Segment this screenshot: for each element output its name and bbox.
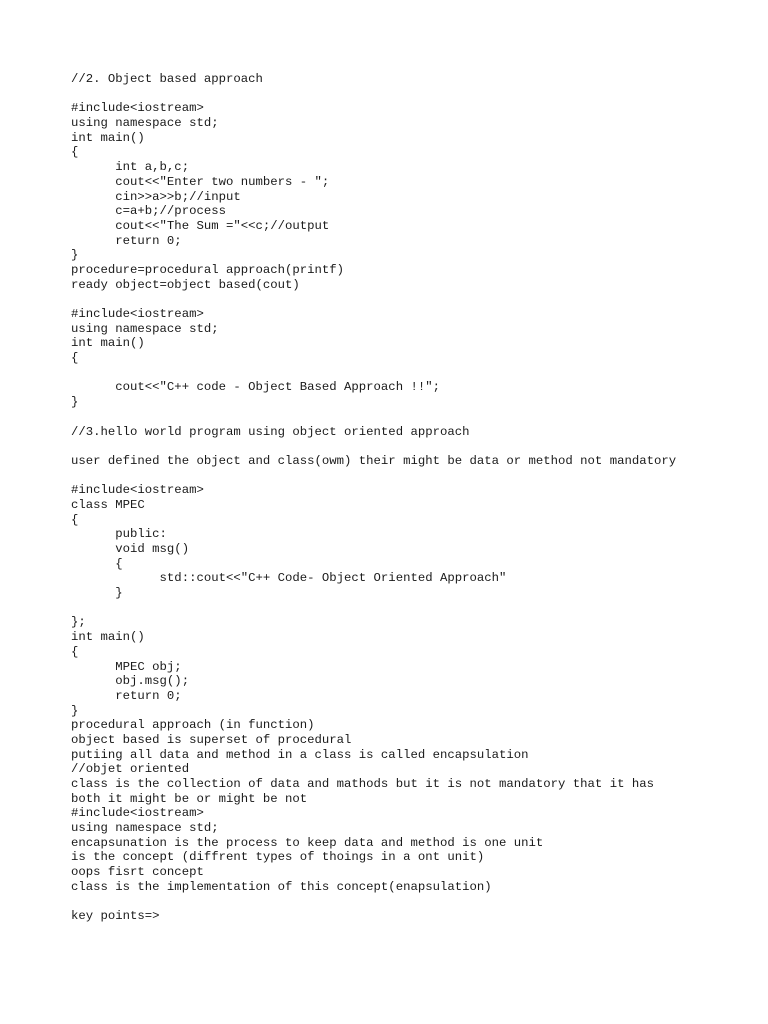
document-line — [71, 87, 751, 102]
document-line: using namespace std; — [71, 321, 219, 336]
document-line — [71, 410, 751, 425]
document-line: class MPEC — [71, 497, 145, 512]
document-line: } — [71, 586, 123, 601]
document-line: ready object=object based(cout) — [71, 277, 300, 292]
document-line: int main() — [71, 336, 145, 351]
document-line: std::cout<<"C++ Code- Object Oriented Approach" — [71, 571, 507, 586]
document-line: user defined the object and class(owm) their might be data or method not mandatory — [71, 453, 677, 468]
document-line — [71, 439, 751, 454]
document-line: #include<iostream> — [71, 101, 204, 116]
document-line: } — [71, 703, 79, 718]
document-line: is the concept (diffrent types of thoings in a ont unit) — [71, 850, 485, 865]
document-line: { — [71, 556, 123, 571]
document-line: object based is superset of procedural — [71, 732, 352, 747]
document-line: return 0; — [71, 688, 182, 703]
document-line: class is the implementation of this concept(enapsulation) — [71, 879, 492, 894]
document-line — [71, 366, 751, 381]
document-line: putiing all data and method in a class is called encapsulation — [71, 747, 529, 762]
document-line: c=a+b;//process — [71, 204, 226, 219]
document-line: obj.msg(); — [71, 674, 190, 689]
document-line: cout<<"The Sum ="<<c;//output — [71, 218, 330, 233]
document-line: int main() — [71, 630, 145, 645]
document-line: class is the collection of data and mathods but it is not mandatory that it has — [71, 777, 654, 791]
document-line — [71, 601, 751, 616]
document-line: #include<iostream> — [71, 483, 204, 498]
document-line: #include<iostream> — [71, 307, 204, 321]
document-line: using namespace std; — [71, 116, 219, 131]
document-line: oops fisrt concept — [71, 865, 204, 880]
document-line — [71, 895, 751, 910]
document-line: //3.hello world program using object oriented approach — [71, 424, 470, 439]
document-line: } — [71, 248, 79, 263]
document-line: encapsunation is the process to keep data and method is one unit — [71, 835, 544, 850]
document-line: procedure=procedural approach(printf) — [71, 262, 345, 277]
document-line: { — [71, 644, 79, 659]
document-line: { — [71, 145, 79, 160]
document-line: MPEC obj; — [71, 659, 182, 674]
document-line: both it might be or might be not — [71, 791, 308, 806]
document-line: int a,b,c; — [71, 160, 190, 175]
document-line: int main() — [71, 130, 145, 145]
document-line: cout<<"C++ code - Object Based Approach !!"; — [71, 380, 440, 395]
document-line: #include<iostream> — [71, 806, 204, 821]
document-line: return 0; — [71, 233, 182, 248]
document-line: //objet oriented — [71, 762, 190, 777]
document-line — [71, 469, 751, 484]
document-line: }; — [71, 615, 86, 630]
document-line: key points=> — [71, 909, 160, 924]
document-line: { — [71, 512, 79, 527]
document-line: } — [71, 395, 79, 410]
document-line: { — [71, 351, 79, 366]
document-line: cin>>a>>b;//input — [71, 189, 241, 204]
document-line: public: — [71, 527, 167, 542]
document-body — [71, 72, 751, 924]
document-line: cout<<"Enter two numbers - "; — [71, 174, 330, 189]
document-line: //2. Object based approach — [71, 72, 263, 86]
document-line: procedural approach (in function) — [71, 718, 315, 733]
document-line — [71, 292, 751, 307]
document-line: void msg() — [71, 542, 190, 556]
document-line: using namespace std; — [71, 821, 219, 836]
